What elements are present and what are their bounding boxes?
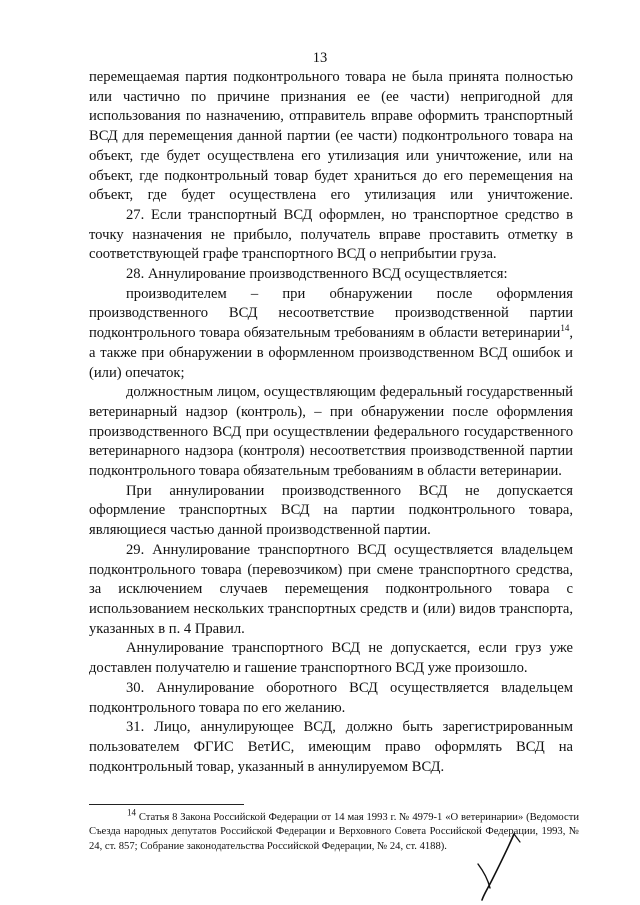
paragraph-continuation: перемещаемая партия подконтрольного товара не была принята полностью или частично по причине признания ее (ее части) непригодной для использования по назначению, отправитель вправе оформить транспортный ВСД для перемещения данной партии (ее части) подконтрольного товара на объект, где будет осуществлена его утилизация или уничтожение, или на объект, где подконтрольный товар будет храниться до его перемещения на объект, где будет осуществлена его утилизация или уничтожение. <box>89 69 573 204</box>
page-number: 13 <box>312 50 328 66</box>
footnote-text: Статья 8 Закона Российской Федерации от 14 мая 1993 г. № 4979-1 «О ветеринарии» (Ведомости Съезда народных депутатов Российской Федерации и Верховного Совета Российской Федерации, 1993, № 24, ст. 857; Собрание законодательства Российской Федерации, № 24, ст. 4188). <box>89 812 579 852</box>
paragraph-29: 29. Аннулирование транспортного ВСД осуществляется владельцем подконтрольного товара (перевозчиком) при смене транспортного средства, за исключением случаев перемещения подконтрольного товара с использованием нескольких транспортных средств и (или) видов транспорта, указанных в п. 4 Правил. <box>89 541 573 637</box>
document-body <box>89 68 573 777</box>
paragraph-28-producer-text: производителем – при обнаружении после оформления производственного ВСД несоответствие производственной партии подконтрольного товара обязательным требованиям в области ветеринарии <box>89 285 573 342</box>
paragraph-29-restriction: Аннулирование транспортного ВСД не допускается, если груз уже доставлен получателю и гашение транспортного ВСД уже произошло. <box>89 640 573 677</box>
handwritten-signature <box>470 828 530 903</box>
paragraph-annulment-restriction: При аннулировании производственного ВСД не допускается оформление транспортных ВСД на партии подконтрольного товара, являющиеся частью данной производственной партии. <box>89 482 573 539</box>
paragraph-28-producer-tail: , а также при обнаружении в оформленном производственном ВСД ошибок и (или) опечаток; <box>89 325 573 381</box>
footnote-divider <box>89 804 244 805</box>
footnote-reference: 14 <box>560 323 570 334</box>
footnote-marker: 14 <box>127 807 136 818</box>
paragraph-27: 27. Если транспортный ВСД оформлен, но транспортное средство в точку назначения не прибыло, получатель вправе проставить отметку в соответствующей графе транспортного ВСД о неприбытии груза. <box>89 206 573 263</box>
paragraph-28: 28. Аннулирование производственного ВСД осуществляется: <box>126 266 508 283</box>
paragraph-28-producer <box>89 285 573 384</box>
paragraph-30: 30. Аннулирование оборотного ВСД осуществляется владельцем подконтрольного товара по его желанию. <box>89 679 573 716</box>
paragraph-31: 31. Лицо, аннулирующее ВСД, должно быть зарегистрированным пользователем ФГИС ВетИС, имеющим право оформлять ВСД на подконтрольный товар, указанный в аннулируемом ВСД. <box>89 719 573 775</box>
paragraph-28-official: должностным лицом, осуществляющим федеральный государственный ветеринарный надзор (контроль), – при обнаружении после оформления производственного ВСД при осуществлении федерального государственного ветеринарного надзора (контроля) несоответствия производственной партии подконтрольного товара обязательным требованиям в области ветеринарии. <box>89 384 573 480</box>
